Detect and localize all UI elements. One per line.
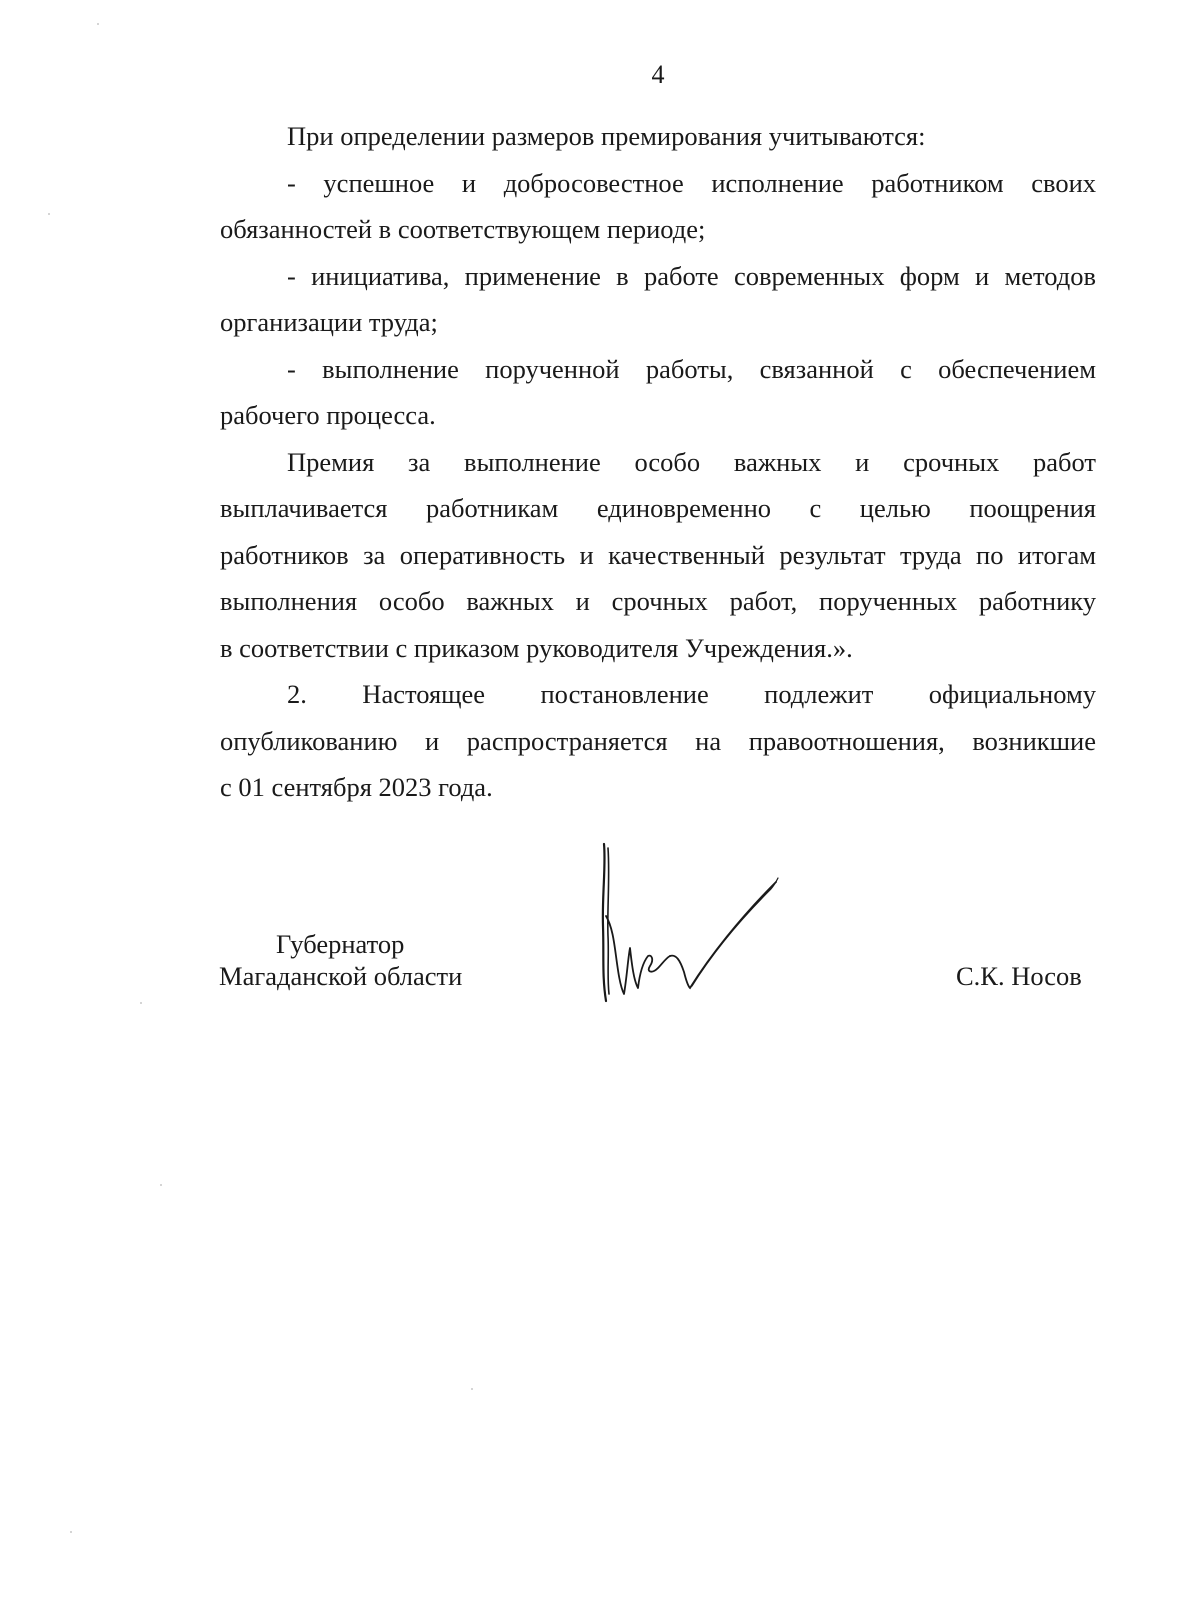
signatory-title (219, 928, 462, 992)
handwritten-signature (600, 826, 820, 1026)
document-body (220, 113, 1096, 811)
scan-speck (471, 1388, 473, 1390)
text-line: организации труда; (220, 307, 438, 337)
text-line: опубликованию и распространяется на правоотношения, возникшие (220, 725, 1096, 756)
page-number: 4 (651, 60, 665, 89)
scan-speck (160, 1184, 162, 1186)
text-line: 2. Настоящее постановление подлежит официальному (287, 679, 1096, 709)
text-line: с 01 сентября 2023 года. (220, 772, 493, 802)
scan-speck (140, 1002, 142, 1004)
text-line: выполнения особо важных и срочных работ, порученных работнику (220, 586, 1096, 616)
scan-speck (48, 213, 50, 215)
signatory-region: Магаданской области (219, 961, 463, 991)
text-line: в соответствии с приказом руководителя Учреждения.». (220, 632, 853, 663)
signatory-position: Губернатор (276, 929, 405, 959)
text-line: обязанностей в соответствующем периоде; (220, 214, 706, 244)
scan-speck (70, 1531, 72, 1533)
scan-speck (97, 23, 99, 25)
text-line: работников за оперативность и качественный результат труда по итогам (220, 539, 1096, 570)
text-line: При определении размеров премирования учитываются: (287, 121, 926, 151)
text-line: - успешное и добросовестное исполнение работником своих (287, 167, 1096, 198)
text-line: - инициатива, применение в работе современных форм и методов (287, 260, 1096, 291)
signatory-name: С.К. Носов (956, 961, 1082, 991)
text-line: - выполнение порученной работы, связанной с обеспечением (287, 353, 1096, 384)
text-line: Премия за выполнение особо важных и срочных работ (287, 446, 1096, 477)
text-line: рабочего процесса. (220, 400, 436, 430)
text-line: выплачивается работникам единовременно с целью поощрения (220, 493, 1096, 523)
